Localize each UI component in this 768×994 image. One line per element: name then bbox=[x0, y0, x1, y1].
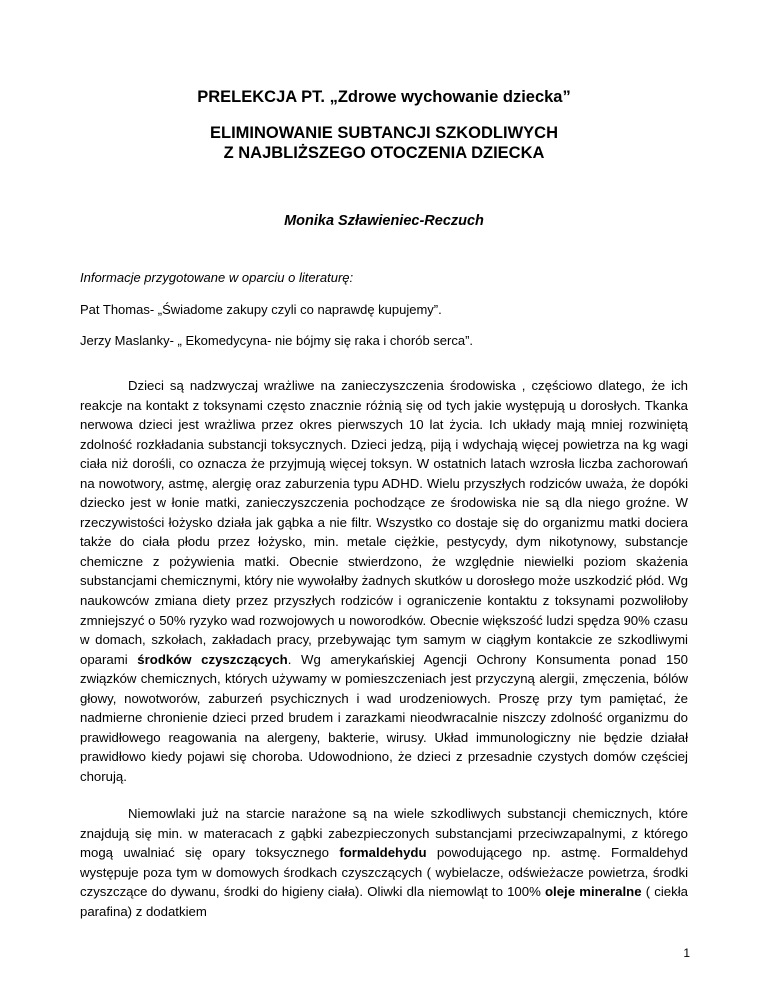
bold-term-mineral-oils: oleje mineralne bbox=[545, 884, 642, 900]
reference-item: Pat Thomas- „Świadome zakupy czyli co naprawdę kupujemy”. bbox=[80, 302, 442, 317]
paragraph-text: ( ciekła parafina) z dodatkiem bbox=[80, 884, 688, 919]
bold-term-formaldehyde: formaldehydu bbox=[339, 845, 427, 861]
body-paragraph-2 bbox=[80, 804, 688, 921]
bold-term-cleaning-agents: środków czyszczących bbox=[137, 651, 288, 667]
document-title: PRELEKCJA PT. „Zdrowe wychowanie dziecka” bbox=[197, 88, 571, 106]
paragraph-text: powodującego np. astmę. Formaldehyd występuje poza tym w domowych środkach czyszczących ( wybielacze, odświeżacze powietrza, środki czyszczące do dywanu, środki do higieny ciała). Oliwki dla niemowląt to 100% bbox=[80, 845, 688, 900]
sources-intro: Informacje przygotowane w oparciu o literaturę: bbox=[80, 270, 354, 285]
paragraph-text: Dzieci są nadzwyczaj wrażliwe na zanieczyszczenia środowiska , częściowo dlatego, że ich reakcje na kontakt z toksynami często znacznie różnią się od tych jakie występują u dorosłych. Tkanka nerwowa dzieci jest wrażliwa przez okres pierwszych 10 lat życia. Ich układy mają mniej rozwiniętą zdolność rozkładania substancji toksycznych. Dzieci jedzą, piją i wdychają więcej powietrza na kg wagi ciała niż dorośli, co oznacza że przyjmują więcej toksyn. W ostatnich latach wzrosła liczba zachorowań na nowotwory, astmę, alergię oraz zaburzenia typu ADHD. Wielu przyszłych rodziców uważa, że dopóki dziecko jest w łonie matki, zanieczyszczenia pochodzące ze środowiska nie są dla niego groźne. W rzeczywistości łożysko działa jak gąbka a nie filtr. Wszystko co dostaje się do organizmu matki dociera także do ciała płodu przez łożysko, min. metale ciężkie, pestycydy, dym nikotynowy, substancje chemiczne z pożywienia matki. Obecnie stwierdzono, że względnie niewielki poziom skażenia substancjami chemicznymi, który nie wywołałby żadnych skutków u dorosłego może uszkodzić płód. Wg naukowców zmiana diety przez przyszłych rodziców i ograniczenie kontaktu z toksynami pozwoliłoby zmniejszyć o 50% ryzyko wad rozwojowych u noworodków. Obecnie większość ludzi spędza 90% czasu w domach, szkołach, zakładach pracy, przebywając tym samym w ciągłym kontakcie ze szkodliwymi oparami bbox=[80, 378, 688, 667]
author-name: Monika Szławieniec-Reczuch bbox=[284, 213, 484, 229]
subtitle-line-2: Z NAJBLIŻSZEGO OTOCZENIA DZIECKA bbox=[223, 144, 545, 162]
reference-item: Jerzy Maslanky- „ Ekomedycyna- nie bójmy się raka i chorób serca”. bbox=[80, 333, 474, 348]
subtitle-line-1: ELIMINOWANIE SUBTANCJI SZKODLIWYCH bbox=[209, 124, 559, 142]
body-paragraph-1 bbox=[80, 376, 688, 786]
paragraph-text: . Wg amerykańskiej Agencji Ochrony Konsumenta ponad 150 związków chemicznych, których używamy w pomieszczeniach jest przyczyną alergii, zmęczenia, bólów głowy, nowotworów, zaburzeń psychicznych i wad urodzeniowych. Proszę przy tym pamiętać, że nadmierne chronienie dzieci przed brudem i zarazkami nieodwracalnie niszczy zdolność organizmu do prawidłowego reagowania na alergeny, bakterie, wirusy. Układ immunologiczny nie będzie działał prawidłowo kiedy pojawi się choroba. Udowodniono, że dzieci z przesadnie czystych domów częściej chorują. bbox=[80, 651, 688, 784]
paragraph-text: Niemowlaki już na starcie narażone są na wiele szkodliwych substancji chemicznych, które znajdują się min. w materacach z gąbki zabezpieczonych substancjami przeciwzapalnymi, z którego mogą uwalniać się opary toksycznego bbox=[80, 806, 688, 861]
page-number: 1 bbox=[683, 946, 690, 960]
document-subtitle bbox=[0, 123, 768, 163]
